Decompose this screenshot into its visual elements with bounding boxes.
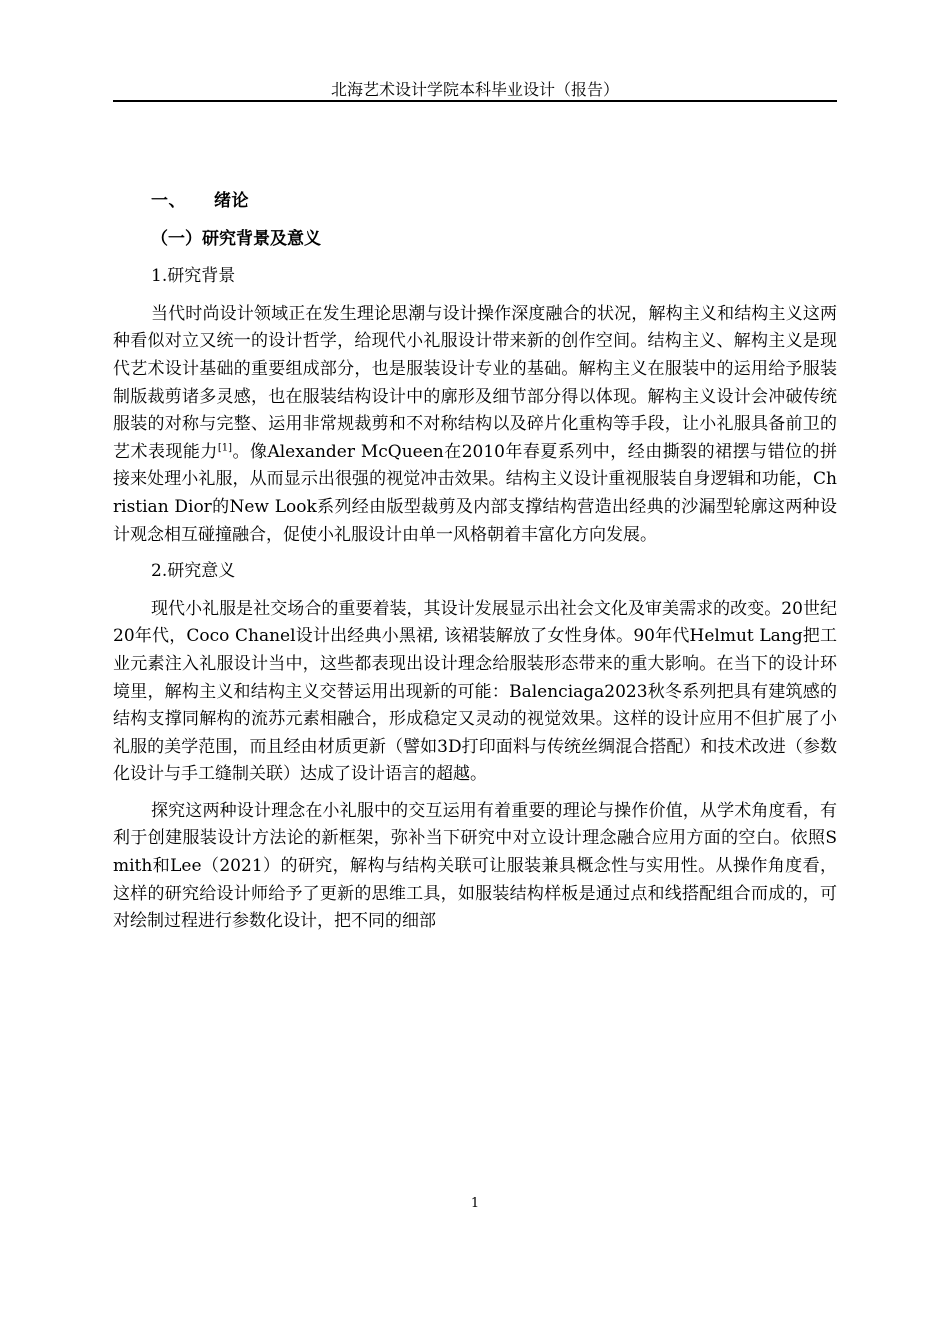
background-text-a: 当代时尚设计领域正在发生理论思潮与设计操作深度融合的状况，解构主义和结构主义这两种看似对立又统一的设计哲学，给现代小礼服设计带来新的创作空间。结构主义、解构主义是现代艺术设计基础的重要组成部分，也是服装设计专业的基础。解构主义在服装中的运用给予服装制版裁剪诸多灵感，也在服装结构设计中的廓形及细节部分得以体现。解构主义设计会冲破传统服装的对称与完整、运用非常规裁剪和不对称结构以及碎片化重构等手段，让小礼服具备前卫的艺术表现能力 <box>113 303 837 462</box>
page-header-title: 北海艺术设计学院本科毕业设计（报告） <box>330 80 619 99</box>
document-body <box>113 188 837 945</box>
page-number: 1 <box>470 1196 480 1211</box>
significance-heading: 2.研究意义 <box>151 561 236 582</box>
background-heading: 1.研究背景 <box>151 266 236 287</box>
citation-marker: [1] <box>217 442 233 454</box>
significance-paragraph-2: 探究这两种设计理念在小礼服中的交互运用有着重要的理论与操作价值，从学术角度看，有利于创建服装设计方法论的新框架，弥补当下研究中对立设计理念融合应用方面的空白。依照Smith和Lee（2021）的研究，解构与结构关联可让服装兼具概念性与实用性。从操作角度看，这样的研究给设计师给予了更新的思维工具，如服装结构样板是通过点和线搭配组合而成的，可对绘制过程进行参数化设计，把不同的细部 <box>113 800 837 932</box>
significance-paragraph-1: 现代小礼服是社交场合的重要着装，其设计发展显示出社会文化及审美需求的改变。20世纪20年代，Coco Chanel设计出经典小黑裙, 该裙装解放了女性身体。90年代Helmut Lang把工业元素注入礼服设计当中，这些都表现出设计理念给服装形态带来的重大影响。在当下的设计环境里，解构主义和结构主义交替运用出现新的可能：Balenciaga2023秋冬系列把具有建筑感的结构支撑同解构的流苏元素相融合，形成稳定又灵动的视觉效果。这样的设计应用不但扩展了小礼服的美学范围，而且经由材质更新（譬如3D打印面料与传统丝绸混合搭配）和技术改进（参数化设计与手工缝制关联）达成了设计语言的超越。 <box>113 598 837 785</box>
chapter-title: 绪论 <box>214 191 249 211</box>
subsection-heading: （一）研究背景及意义 <box>151 228 321 249</box>
chapter-heading <box>151 188 837 216</box>
background-paragraph <box>113 301 837 549</box>
chapter-number: 一、 <box>151 191 186 211</box>
header-divider <box>113 100 837 102</box>
background-text-b: 。像Alexander McQueen在2010年春夏系列中，经由撕裂的裙摆与错位的拼接来处理小礼服，从而显示出很强的视觉冲击效果。结构主义设计重视服装自身逻辑和功能，Christian Dior的New Look系列经由版型裁剪及内部支撑结构营造出经典的沙漏型轮廓这两种设计观念相互碰撞融合，促使小礼服设计由单一风格朝着丰富化方向发展。 <box>113 441 837 545</box>
